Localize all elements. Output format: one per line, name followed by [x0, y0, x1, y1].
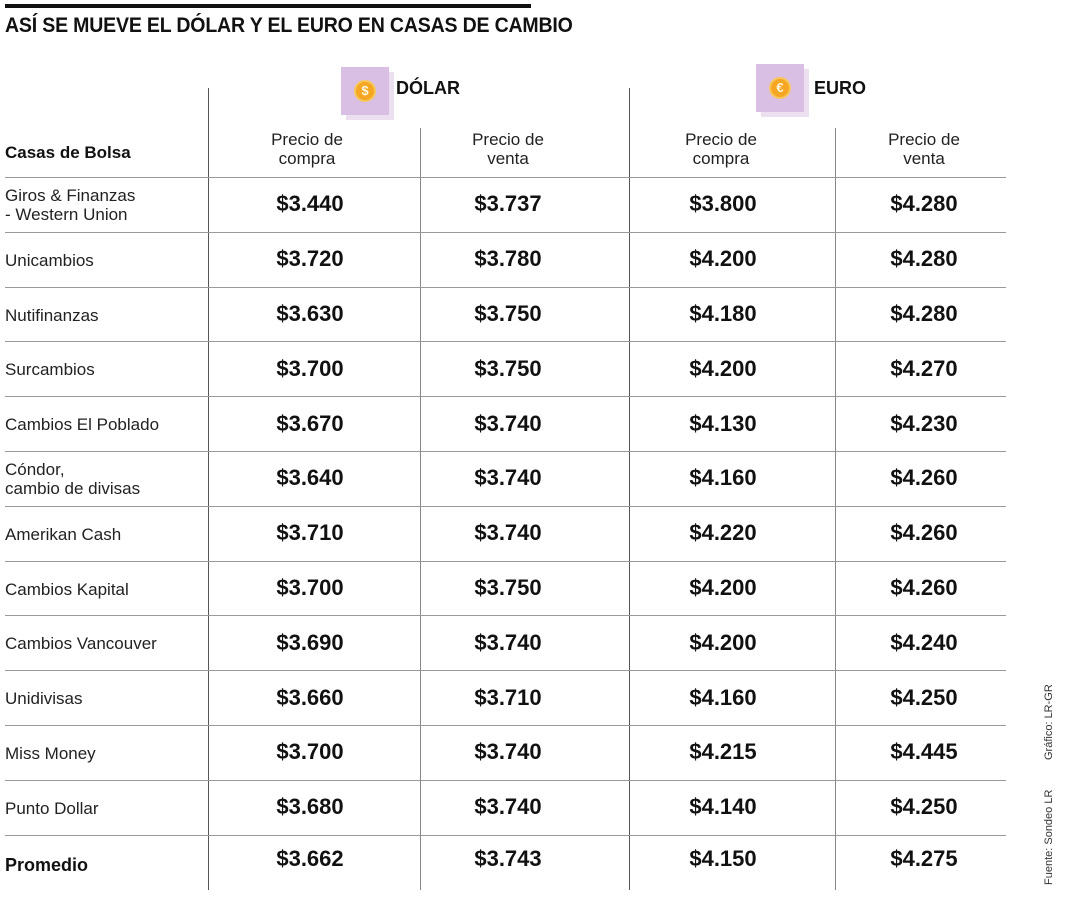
- price-cell: $3.660: [276, 684, 344, 710]
- price-cell: $4.140: [689, 794, 757, 820]
- house-name: Unidivisas: [5, 689, 83, 709]
- euro-sell-header: Precio de venta: [888, 130, 960, 168]
- price-cell: $3.740: [474, 794, 542, 820]
- price-cell: $4.160: [689, 684, 757, 710]
- average-row-label: Promedio: [5, 855, 89, 875]
- house-name: Cóndor, cambio de divisas: [5, 460, 141, 499]
- price-cell: $4.130: [689, 410, 757, 436]
- house-name: Unicambios: [5, 250, 94, 270]
- price-cell: $3.740: [474, 629, 542, 655]
- price-cell: $4.200: [689, 355, 757, 381]
- price-cell: $4.160: [689, 465, 757, 491]
- price-cell: $3.700: [276, 739, 344, 765]
- price-cell: $3.740: [474, 520, 542, 546]
- price-cell: $4.280: [890, 301, 958, 326]
- source-credit: Fuente: Sondeo LR: [1043, 789, 1055, 885]
- price-cell: $4.250: [890, 684, 958, 710]
- row-divider: [5, 451, 1006, 452]
- graphic-credit: Gráfico: LR-GR: [1043, 684, 1055, 760]
- row-divider: [5, 287, 1006, 288]
- price-cell: $3.690: [276, 629, 344, 655]
- price-cell: $4.260: [890, 520, 958, 546]
- price-cell: $3.440: [276, 191, 344, 217]
- price-cell: $3.740: [474, 410, 542, 436]
- price-cell: $4.240: [890, 629, 958, 655]
- house-name: Amerikan Cash: [5, 524, 122, 544]
- house-name: Cambios Vancouver: [5, 634, 157, 654]
- row-divider: [5, 341, 1006, 342]
- euro-buy-header: Precio de compra: [685, 130, 757, 168]
- row-divider: [5, 780, 1006, 781]
- price-cell: $3.800: [689, 191, 757, 217]
- price-cell: $3.700: [276, 575, 344, 600]
- average-cell: $4.150: [689, 846, 757, 871]
- house-name: Giros & Finanzas - Western Union: [5, 186, 136, 225]
- column-divider: [420, 128, 421, 890]
- price-cell: $4.280: [890, 191, 958, 217]
- average-cell: $4.275: [890, 846, 958, 871]
- price-cell: $3.750: [474, 575, 542, 600]
- row-divider: [5, 615, 1006, 616]
- average-cell: $3.662: [276, 846, 344, 871]
- dollar-label: DÓLAR: [396, 78, 460, 98]
- price-cell: $4.260: [890, 575, 958, 600]
- price-cell: $4.215: [689, 739, 757, 765]
- row-divider: [5, 561, 1006, 562]
- price-cell: $3.750: [474, 301, 542, 326]
- house-name: Cambios El Poblado: [5, 415, 160, 435]
- price-cell: $3.630: [276, 301, 344, 326]
- price-cell: $3.710: [276, 520, 344, 546]
- euro-coin-icon: €: [769, 77, 791, 99]
- row-header-label: Casas de Bolsa: [5, 143, 131, 162]
- dollar-coin-icon: $: [354, 80, 376, 102]
- price-cell: $4.200: [689, 246, 757, 272]
- row-divider: [5, 670, 1006, 671]
- house-name: Miss Money: [5, 743, 96, 763]
- price-cell: $4.180: [689, 301, 757, 326]
- row-divider: [5, 725, 1006, 726]
- price-cell: $3.737: [474, 191, 542, 217]
- price-cell: $3.720: [276, 246, 344, 272]
- row-divider: [5, 506, 1006, 507]
- price-cell: $3.740: [474, 739, 542, 765]
- house-name: Cambios Kapital: [5, 579, 129, 599]
- row-divider: [5, 835, 1006, 836]
- price-cell: $4.220: [689, 520, 757, 546]
- title-rule: [5, 4, 531, 8]
- price-cell: $3.700: [276, 355, 344, 381]
- dollar-coin-box: [341, 67, 389, 115]
- page-title: ASÍ SE MUEVE EL DÓLAR Y EL EURO EN CASAS DE CAMBIO: [5, 14, 573, 37]
- row-divider: [5, 396, 1006, 397]
- price-cell: $3.780: [474, 246, 542, 272]
- price-cell: $4.445: [890, 739, 958, 765]
- column-divider: [835, 128, 836, 890]
- price-cell: $4.270: [890, 355, 958, 381]
- price-cell: $3.640: [276, 465, 344, 491]
- average-cell: $3.743: [474, 846, 542, 871]
- price-cell: $4.260: [890, 465, 958, 491]
- euro-coin-box: [756, 64, 804, 112]
- house-name: Nutifinanzas: [5, 305, 99, 325]
- price-cell: $4.250: [890, 794, 958, 820]
- price-cell: $3.740: [474, 465, 542, 491]
- price-cell: $3.750: [474, 355, 542, 381]
- euro-label: EURO: [814, 78, 867, 98]
- price-cell: $3.670: [276, 410, 344, 436]
- price-cell: $4.200: [689, 575, 757, 600]
- price-cell: $4.280: [890, 246, 958, 272]
- price-cell: $3.710: [474, 684, 542, 710]
- dollar-sell-header: Precio de venta: [472, 130, 544, 168]
- row-divider: [5, 177, 1006, 178]
- price-cell: $4.230: [890, 410, 958, 436]
- price-cell: $3.680: [276, 794, 344, 820]
- house-name: Punto Dollar: [5, 798, 99, 818]
- price-cell: $4.200: [689, 629, 757, 655]
- row-divider: [5, 232, 1006, 233]
- dollar-buy-header: Precio de compra: [271, 130, 343, 168]
- house-name: Surcambios: [5, 360, 95, 380]
